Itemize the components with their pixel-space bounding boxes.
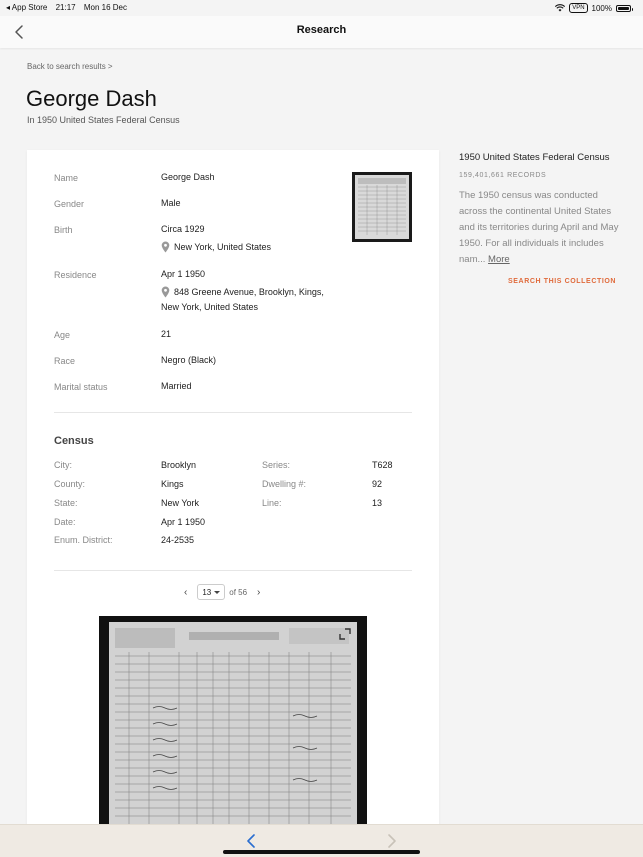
gender-label: Gender [54, 199, 85, 209]
age-label: Age [54, 330, 71, 340]
collection-title[interactable]: 1950 United States Federal Census [459, 152, 610, 163]
gender-value: Male [161, 198, 181, 208]
census-county-value: Kings [161, 479, 184, 489]
record-card [27, 150, 439, 830]
census-series-label: Series: [262, 460, 291, 470]
birth-value [161, 222, 271, 255]
breadcrumb[interactable]: Back to search results > [27, 62, 113, 71]
residence-address-line1: 848 Greene Avenue, Brooklyn, Kings, [174, 287, 324, 297]
census-state-label: State: [54, 498, 78, 508]
residence-value [161, 267, 324, 315]
dropdown-caret-icon [214, 591, 220, 594]
status-date: Mon 16 Dec [83, 3, 128, 12]
collection-description-text: The 1950 census was conducted across the continental United States and its territories during April and May 1950. For all individuals it includes nam... [459, 190, 619, 265]
census-line-label: Line: [262, 498, 282, 508]
census-county-label: County: [54, 479, 86, 489]
status-bar [0, 0, 643, 16]
browser-forward-icon[interactable] [383, 833, 399, 849]
nav-bar [0, 16, 643, 48]
birth-place-text: New York, United States [174, 242, 272, 252]
census-date-label: Date: [54, 517, 76, 527]
page-title: George Dash [26, 86, 157, 111]
vpn-badge: VPN [569, 3, 587, 13]
census-dwelling-label: Dwelling #: [262, 479, 307, 489]
census-state-value: New York [161, 498, 200, 508]
residence-label: Residence [54, 270, 97, 280]
section-divider [54, 570, 412, 571]
battery-percent: 100% [591, 3, 612, 13]
residence-date: Apr 1 1950 [161, 269, 206, 279]
collection-record-count: 159,401,661 RECORDS [459, 172, 547, 179]
marital-status-label: Marital status [54, 382, 108, 392]
census-district-label: Enum. District: [54, 535, 113, 545]
census-city-value: Brooklyn [161, 460, 197, 470]
bottom-toolbar [0, 824, 643, 857]
page-total: of 56 [229, 587, 248, 597]
section-divider [54, 412, 412, 413]
battery-icon [616, 5, 631, 12]
expand-image-icon[interactable] [339, 628, 351, 640]
age-value: 21 [161, 329, 172, 339]
census-line-value: 13 [372, 498, 383, 508]
image-pager [184, 584, 260, 600]
census-city-label: City: [54, 460, 72, 470]
census-section-title: Census [54, 435, 94, 447]
location-pin-icon [161, 286, 170, 298]
birth-date: Circa 1929 [161, 224, 205, 234]
wifi-icon [555, 4, 565, 12]
home-indicator [223, 850, 420, 854]
census-series-value: T628 [372, 460, 393, 470]
census-date-value: Apr 1 1950 [161, 517, 206, 527]
residence-address-line2: New York, United States [161, 302, 259, 312]
marital-status-value: Married [161, 381, 192, 391]
browser-back-icon[interactable] [244, 833, 260, 849]
status-time: 21:17 [55, 3, 76, 12]
race-value: Negro (Black) [161, 355, 217, 365]
birth-label: Birth [54, 225, 73, 235]
location-pin-icon [161, 241, 170, 253]
more-link[interactable]: More [488, 254, 510, 265]
census-page-thumbnail-graphic [355, 175, 409, 239]
collection-description [459, 188, 619, 268]
next-page-button[interactable]: › [257, 586, 261, 598]
census-dwelling-value: 92 [372, 479, 383, 489]
census-record-image[interactable] [99, 616, 367, 830]
census-page-graphic [109, 622, 357, 830]
name-value: George Dash [161, 172, 215, 182]
page-select-value: 13 [202, 587, 212, 597]
birth-place [161, 240, 271, 255]
name-label: Name [54, 173, 79, 183]
record-image-thumbnail[interactable] [352, 172, 412, 242]
collection-subtitle: In 1950 United States Federal Census [27, 115, 180, 125]
census-district-value: 24-2535 [161, 535, 195, 545]
back-to-app-store[interactable]: ◂ App Store [6, 3, 48, 12]
search-this-collection-link[interactable]: SEARCH THIS COLLECTION [508, 278, 617, 285]
nav-title: Research [296, 24, 347, 36]
page-select[interactable] [197, 584, 225, 600]
race-label: Race [54, 356, 76, 366]
previous-page-button[interactable]: ‹ [184, 586, 188, 598]
residence-place [161, 285, 324, 300]
